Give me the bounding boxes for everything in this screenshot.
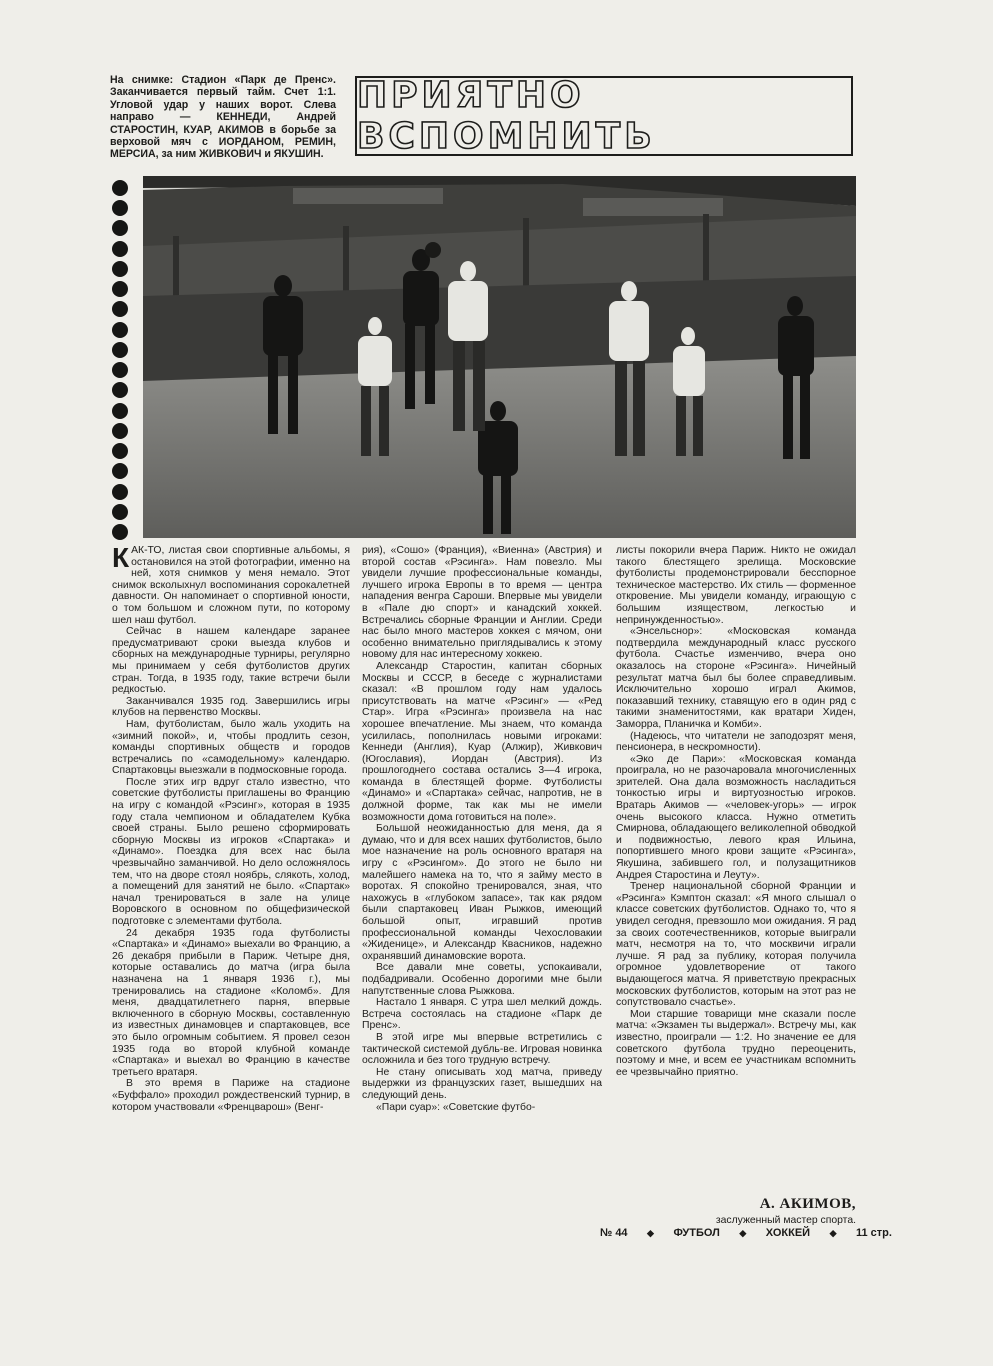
- dot-icon: [112, 220, 128, 236]
- author-name: А. АКИМОВ,: [759, 1196, 856, 1212]
- article-column-1: [112, 542, 350, 1113]
- article-heading: ПРИЯТНО ВСПОМНИТЬ: [357, 75, 656, 157]
- article-paragraph: В это время в Париже на стадионе «Буффало» проходил рождественский турнир, в котором участвовали «Френцварош» (Венг-: [112, 1078, 350, 1113]
- article-paragraph: [112, 542, 350, 626]
- football-match-photo: [143, 176, 856, 538]
- dot-icon: [112, 443, 128, 459]
- dot-icon: [112, 463, 128, 479]
- dot-icon: [112, 241, 128, 257]
- issue-number: № 44: [600, 1227, 628, 1239]
- article-paragraph: Не стану описывать ход матча, приведу выдержки из французских газет, вышедших на следующий день.: [362, 1066, 602, 1101]
- author-title: заслуженный мастер спорта.: [715, 1215, 856, 1226]
- dot-icon: [112, 342, 128, 358]
- article-paragraph: Нам, футболистам, было жаль уходить на «зимний покой», и, чтобы продлить сезон, команды спортивных обществ и городов встречались по «самодельному» календарю. Спартаковцы выезжали в подмосковные города.: [112, 718, 350, 777]
- article-paragraph: Тренер национальной сборной Франции и «Рэсинга» Кэмптон сказал: «Я много слышал о классе советских футболистов. Однако то, что я увидел сегодня, превзошло мои ожидания. Я рад за своих соотечественников, которые выиграли матч, несмотря на то, что москвичи играли лучше. Я рад за публику, которая получила огромное удовлетворение от такого выдающегося матча. Я приветствую прекрасных московских футболистов, которым на этот раз не сопутствовало счастье».: [616, 881, 856, 1009]
- article-paragraph: В этой игре мы впервые встретились с тактической системой дубль-ве. Игровая новинка осложнила и без того трудную встречу.: [362, 1031, 602, 1067]
- footer-section-hockey: ХОККЕЙ: [765, 1227, 811, 1239]
- dot-icon: [112, 382, 128, 398]
- article-paragraph: листы покорили вчера Париж. Никто не ожидал такого блестящего зрелища. Московские футболисты продемонстрировали бесспорное техническое мастерство. Их стиль — форменное откровение. Мы увидели команду, играющую с большим изяществом, легкостью и непринужденностью».: [616, 545, 856, 626]
- article-paragraph: Александр Старостин, капитан сборных Москвы и СССР, в беседе с журналистами сказал: «В прошлом году нам удалось присутствовать на матче «Рэсинг» — «Ред Стар». Игра «Рэсинга» произвела на нас хорошее впечатление. Мы знаем, что команда усилилась, пополнилась новыми игроками: Кеннеди (Англия), Куар (Алжир), Живкович (Югославия), Иордан (Австрия). Из прошлогоднего состава остались 3—4 игрока, команда в блестящей форме. Футболисты «Динамо» и «Спартака» сейчас, напротив, не в должной форме, так как мы не имели возможности дома готовиться на поле».: [362, 660, 602, 823]
- dot-icon: [112, 504, 128, 520]
- article-column-3: [616, 545, 856, 1078]
- dot-icon: [112, 403, 128, 419]
- article-paragraph: Настало 1 января. С утра шел мелкий дождь. Встреча состоялась на стадионе «Парк де Пренс».: [362, 997, 602, 1032]
- article-paragraph: Сейчас в нашем календаре заранее предусматривают сроки выезда клубов и сборных на международные турниры, регулярно мы принимаем у себя футболистов других стран. Тогда, в 1935 году, такие встречи были редкостью.: [112, 626, 350, 696]
- article-paragraph: Все давали мне советы, успокаивали, подбадривали. Особенно дорогими мне были напутственные слова Рыжкова.: [362, 962, 602, 997]
- dot-icon: [112, 180, 128, 196]
- drop-cap: К: [112, 542, 130, 573]
- dot-icon: [112, 200, 128, 216]
- article-paragraph: Заканчивался 1935 год. Завершились игры клубов на первенство Москвы.: [112, 695, 350, 719]
- page-footer: [600, 1227, 892, 1239]
- article-paragraph: Мои старшие товарищи мне сказали после матча: «Экзамен ты выдержал». Встречу мы, как известно, проиграли — 1:2. Но значение ее для советского футбола трудно переоценить, поэтому и мне, и всем ее участникам вспомнить ее чрезвычайно приятно.: [616, 1008, 856, 1078]
- dot-icon: [112, 322, 128, 338]
- dot-icon: [112, 484, 128, 500]
- diamond-icon: ◆: [829, 1227, 837, 1238]
- article-column-2: [362, 545, 602, 1113]
- dot-icon: [112, 301, 128, 317]
- article-paragraph: «Энсельснор»: «Московская команда подтвердила международный класс русского футбола. Счастье изменчиво, вчера оно оказалось на стороне «Рэсинга». Ничейный результат матча был бы более справедливым. Исключительно хорошо играл Акимов, показавший технику, ставящую его в один ряд с такими знаменитостями, как вратари Хиден, Заморра, Планичка и Комби».: [616, 626, 856, 730]
- author-signature: [616, 1196, 856, 1226]
- paragraph-text: АК-ТО, листая свои спортивные альбомы, я остановился на этой фотографии, именно на ней, хотя снимков у меня немало. Этот снимок всколыхнул воспоминания сорокалетней давности. Он напоминает о спортивной юности, о том большом и сложном пути, по которому шел наш футбол.: [112, 545, 350, 626]
- article-paragraph: Большой неожиданностью для меня, да я думаю, что и для всех наших футболистов, было мое назначение на роль основного вратаря на игру с «Рэсингом». До этого не было ни малейшего намека на то, что я займу место в воротах. Я спокойно тренировался, зная, что нахожусь в «глубоком запасе», так как рядом были спартаковец Иван Рыжков, имеющий большой опыт, игравший против профессиональной команды Чехословакии «Жиденице», и Александр Квасников, надежно охранявший динамовские ворота.: [362, 823, 602, 962]
- footer-section-football: ФУТБОЛ: [673, 1227, 720, 1239]
- article-paragraph: рия), «Сошо» (Франция), «Виенна» (Австрия) и второй состав «Рэсинга». Нам повезло. Мы увидели лучшие профессиональные команды, лучшего игрока Европы в то время — центра нападения венгра Сароши. Впервые мы увидели в «Пале дю спорт» и канадский хоккей. Встречались сборные Франции и Англии. Среди нас было много мастеров хоккея с мячом, они особенно внимательно приглядывались к этому новому для нас интересному хоккею.: [362, 545, 602, 661]
- diamond-icon: ◆: [739, 1227, 747, 1238]
- dot-icon: [112, 281, 128, 297]
- article-paragraph: После этих игр вдруг стало известно, что советские футболисты приглашены во Францию на игру с командой «Рэсинг», которая в 1935 году стала чемпионом и обладателем Кубка своей страны. Было решено сформировать сборную Москвы из игроков «Спартака» и «Динамо». Поездка для всех нас была чрезвычайно заманчивой. Но дело осложнялось тем, что на дворе стоял ноябрь, слякоть, холод, а помещений для занятий не было. «Спартак» начал тренироваться в зале на улице Воровского в основном по общефизической подготовке с элементами футбола.: [112, 776, 350, 927]
- dot-icon: [112, 261, 128, 277]
- article-heading-box: [355, 76, 853, 156]
- page-number: 11 стр.: [855, 1227, 892, 1239]
- article-paragraph: «Эко де Пари»: «Московская команда проиграла, но не разочаровала многочисленных зрителей. Она дала возможность насладиться тонкостью игры и виртуозностью игроков. Вратарь Акимов — «человек-угорь» — игрок очень высокого класса. Нужно отметить Смирнова, обладающего великолепной обводкой и подвижностью, левого края Ильина, попортившего много крови защите «Рэсинга», Якушина, забившего гол, и полузащитников Андрея Старостина и Леуту».: [616, 753, 856, 881]
- decorative-dot-strip: [112, 180, 130, 540]
- article-paragraph: «Пари суар»: «Советские футбо-: [376, 1101, 536, 1113]
- diamond-icon: ◆: [647, 1227, 654, 1238]
- article-paragraph: 24 декабря 1935 года футболисты «Спартака» и «Динамо» выехали во Францию, а 26 декабря прибыли в Париж. Четыре дня, которые оставались до матча (игра была назначена на 1 января 1936 г.), мы тренировались на стадионе «Коломб». Для меня, двадцатилетнего парня, впервые включенного в сборную Москвы, составленную из известных динамовцев и спартаковцев, все это было огромным событием. Я провел сезон 1935 года во второй клубной команде «Спартака» и выехал во Францию в качестве третьего вратаря.: [112, 927, 350, 1078]
- article-paragraph: (Надеюсь, что читатели не заподозрят меня, пенсионера, в нескромности).: [616, 730, 856, 754]
- dot-icon: [112, 362, 128, 378]
- photo-caption: На снимке: Стадион «Парк де Пренс». Заканчивается первый тайм. Счет 1:1. Угловой удар у наших ворот. Слева направо — КЕННЕДИ, Андрей СТАРОСТИН, КУАР, АКИМОВ в борьбе за верховой мяч с ИОРДАНОМ, РЕМИН, МЕРСИА, за ним ЖИВКОВИЧ и ЯКУШИН.: [110, 74, 336, 161]
- dot-icon: [112, 524, 128, 540]
- dot-icon: [112, 423, 128, 439]
- match-photo-illustration: [143, 176, 856, 538]
